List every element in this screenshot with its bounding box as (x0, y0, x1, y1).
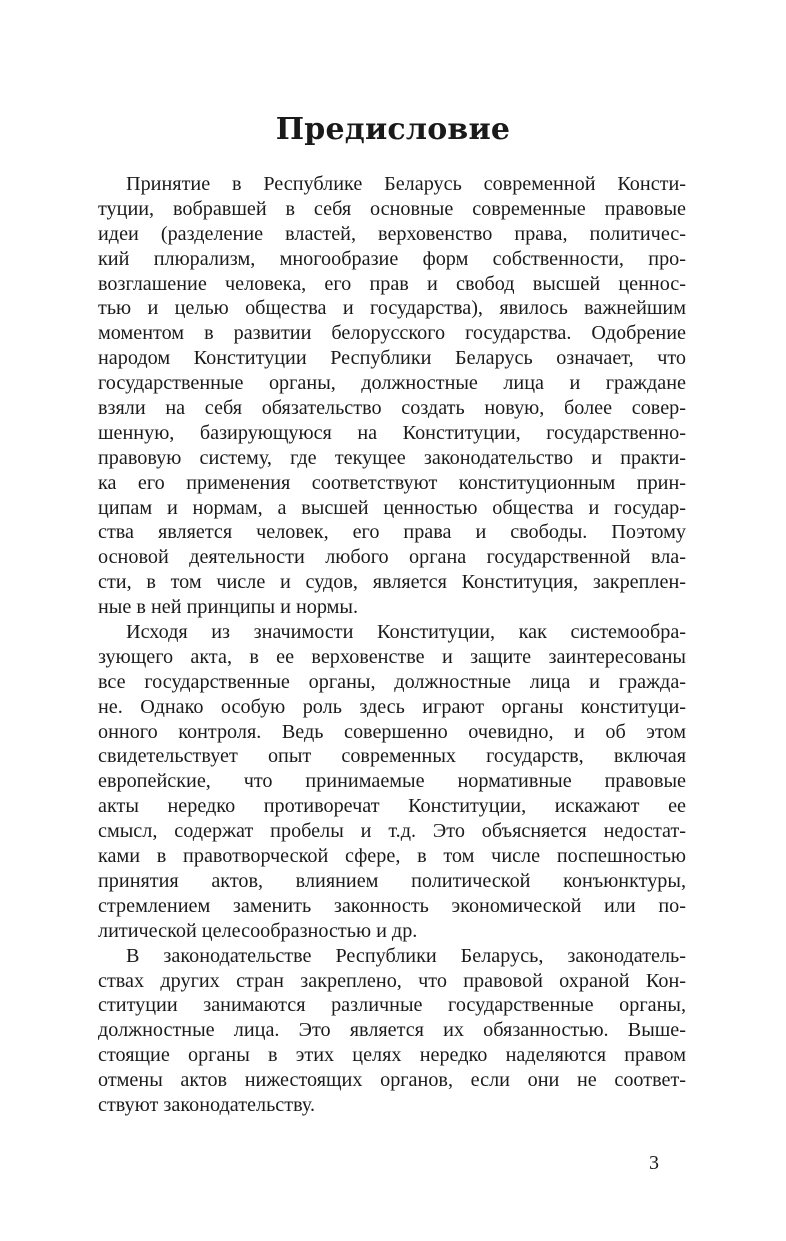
text-line: зующего акта, в ее верховенстве и защите заинтересованы (98, 645, 686, 668)
text-line: должностные лица. Это является их обязанностью. Выше- (98, 1019, 686, 1042)
text-line: тью и целью общества и государства), явилось важнейшим (98, 297, 686, 320)
text-line: моментом в развитии белорусского государства. Одобрение (98, 322, 686, 345)
paragraph (98, 944, 686, 1118)
text-line: возглашение человека, его прав и свобод высшей ценнос- (98, 272, 686, 295)
text-line: взяли на себя обязательство создать новую, более совер- (98, 397, 686, 420)
text-line: народом Конституции Республики Беларусь означает, что (98, 347, 686, 370)
text-line: ституции занимаются различные государственные органы, (98, 994, 686, 1017)
text-line: государственные органы, должностные лица и граждане (98, 372, 686, 395)
text-line: Исходя из значимости Конституции, как системообра- (126, 621, 686, 644)
text-line: туции, вобравшей в себя основные современные правовые (98, 197, 686, 220)
text-line: смысл, содержат пробелы и т.д. Это объясняется недостат- (98, 820, 686, 843)
text-line: ствуют законодательству. (98, 1093, 316, 1116)
text-line: ками в правотворческой сфере, в том числе поспешностью (98, 845, 686, 868)
text-line: идеи (разделение властей, верховенство права, политичес- (98, 222, 686, 245)
text-line: ка его применения соответствуют конституционным прин- (98, 471, 686, 494)
text-line: не. Однако особую роль здесь играют органы конституци- (98, 695, 686, 718)
text-line: шенную, базирующуюся на Конституции, государственно- (98, 421, 686, 444)
paragraph (98, 172, 686, 620)
text-line: стоящие органы в этих целях нередко наделяются правом (98, 1044, 686, 1067)
text-line: ствах других стран закреплено, что правовой охраной Кон- (98, 969, 686, 992)
text-line: европейские, что принимаемые нормативные правовые (98, 770, 686, 793)
text-line: сти, в том числе и судов, является Конституция, закреплен- (98, 571, 686, 594)
text-line: ципам и нормам, а высшей ценностью общества и государ- (98, 496, 686, 519)
text-line: ные в ней принципы и нормы. (98, 596, 359, 619)
text-line: акты нередко противоречат Конституции, искажают ее (98, 795, 686, 818)
text-line: кий плюрализм, многообразие форм собственности, про- (98, 247, 686, 270)
text-line: литической целесообразностью и др. (98, 919, 418, 942)
text-line: В законодательстве Республики Беларусь, законодатель- (126, 944, 686, 967)
text-line: онного контроля. Ведь совершенно очевидно, и об этом (98, 720, 686, 743)
page-number: 3 (649, 1152, 659, 1174)
text-line: ства является человек, его права и свободы. Поэтому (98, 521, 686, 544)
text-line: стремлением заменить законность экономической или по- (98, 894, 686, 917)
text-line: Принятие в Республике Беларусь современной Консти- (126, 173, 686, 195)
text-line: свидетельствует опыт современных государств, включая (98, 745, 686, 768)
text-line: основой деятельности любого органа государственной вла- (98, 546, 686, 569)
text-line: отмены актов нижестоящих органов, если они не соответ- (98, 1069, 686, 1092)
text-line: все государственные органы, должностные лица и гражда- (98, 670, 686, 693)
text-line: принятия актов, влиянием политической конъюнктуры, (98, 869, 686, 892)
page-title: Предисловие (275, 112, 511, 147)
body-text (98, 172, 686, 1118)
text-line: правовую систему, где текущее законодательство и практи- (98, 446, 686, 469)
paragraph (98, 620, 686, 944)
